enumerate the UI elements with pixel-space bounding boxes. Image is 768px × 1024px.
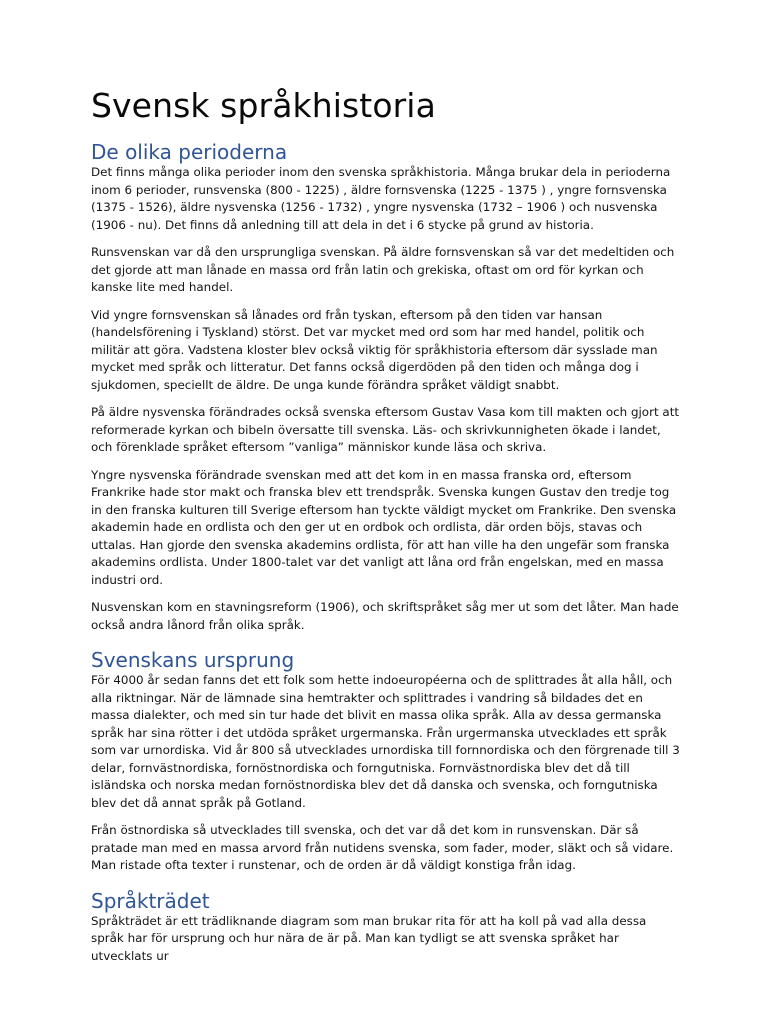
paragraph: Vid yngre fornsvenskan så lånades ord från tyskan, eftersom på den tiden var hansan (handelsförening i Tyskland) störst. Det var mycket med ord som har med handel, politik och militär att göra. Vadstena kloster blev också viktig för språkhistoria eftersom där sysslade man mycket med språk och litteratur. Det fanns också digerdöden på den tiden och många dog i sjukdomen, speciellt de äldre. De unga kunde förändra språket väldigt snabbt.	[91, 307, 658, 392]
section-heading: Svenskans ursprung	[91, 648, 295, 672]
paragraph: Yngre nysvenska förändrade svenskan med att det kom in en massa franska ord, eftersom Frankrike hade stor makt och franska blev ett trendspråk. Svenska kungen Gustav den tredje tog in den franska kulturen till Sverige eftersom han tyckte väldigt mycket om Frankrike. Den svenska akademin hade en ordlista och den ger ut en ordbok och ordlista, där orden böjs, stavas och uttalas. Han gjorde den svenska akademins ordlista, för att han ville ha den ungefär som franska akademins ordlista. Under 1800-talet var det vanligt att låna ord från engelskan, med en massa industri ord.	[91, 467, 677, 587]
document-title: Svensk språkhistoria	[91, 86, 436, 125]
document-body	[91, 86, 681, 979]
paragraph: Språkträdet är ett trädliknande diagram som man brukar rita för att ha koll på vad alla dessa språk har för ursprung och hur nära de är på. Man kan tydligt se att svenska språket har utvecklats ur	[91, 913, 647, 963]
paragraph: Från östnordiska så utvecklades till svenska, och det var då det kom in runsvenskan. Där så pratade man med en massa arvord från nutidens svenska, som fader, moder, släkt och så vidare. Man ristade ofta texter i runstenar, och de orden är då väldigt konstiga från idag.	[91, 823, 674, 872]
paragraph: Det finns många olika perioder inom den svenska språkhistoria. Många brukar dela in perioderna inom 6 perioder, runsvenska (800 - 1225) , äldre fornsvenska (1225 - 1375 ) , yngre fornsvenska (1375 - 1526), äldre nysvenska (1256 - 1732) , yngre nysvenska (1732 – 1906 ) och nusvenska (1906 - nu). Det finns då anledning till att dela in det i 6 stycke på grund av historia.	[91, 165, 671, 232]
paragraph: Runsvenskan var då den ursprungliga svenskan. På äldre fornsvenskan så var det medeltiden och det gjorde att man lånade en massa ord från latin och grekiska, oftast om ord för kyrkan och kanske lite med handel.	[91, 245, 675, 294]
section-svenskans-ursprung	[91, 648, 681, 875]
paragraph: För 4000 år sedan fanns det ett folk som hette indoeuropéerna och de splittrades åt alla håll, och alla riktningar. När de lämnade sina hemtrakter och splittrades i vandring så bildades det en massa dialekter, och med sin tur hade det blivit en massa olika språk. Alla av dessa germanska språk har sina rötter i det utdöda språket urgermanska. Från urgermanska utvecklades ett språk som var urnordiska. Vid år 800 så utvecklades urnordiska till fornnordiska och den förgrenade till 3 delar, fornvästnordiska, fornöstnordiska och forngutniska. Fornvästnordiska blev det då till isländska och norska medan fornöstnordiska blev det då danska och svenska, och forngutniska blev det då annat språk på Gotland.	[91, 673, 680, 810]
section-spraktradet	[91, 889, 681, 966]
section-de-olika-perioderna	[91, 140, 681, 634]
paragraph: Nusvenskan kom en stavningsreform (1906), och skriftspråket såg mer ut som det låter. Man hade också andra lånord från olika språk.	[91, 600, 679, 632]
section-heading: Språkträdet	[91, 888, 210, 913]
section-heading: De olika perioderna	[91, 140, 288, 164]
paragraph: På äldre nysvenska förändrades också svenska eftersom Gustav Vasa kom till makten och gjort att reformerade kyrkan och bibeln översatte till svenska. Läs- och skrivkunnigheten ökade i landet, och förenklade språket eftersom ”vanliga” människor kunde läsa och skriva.	[91, 405, 680, 454]
